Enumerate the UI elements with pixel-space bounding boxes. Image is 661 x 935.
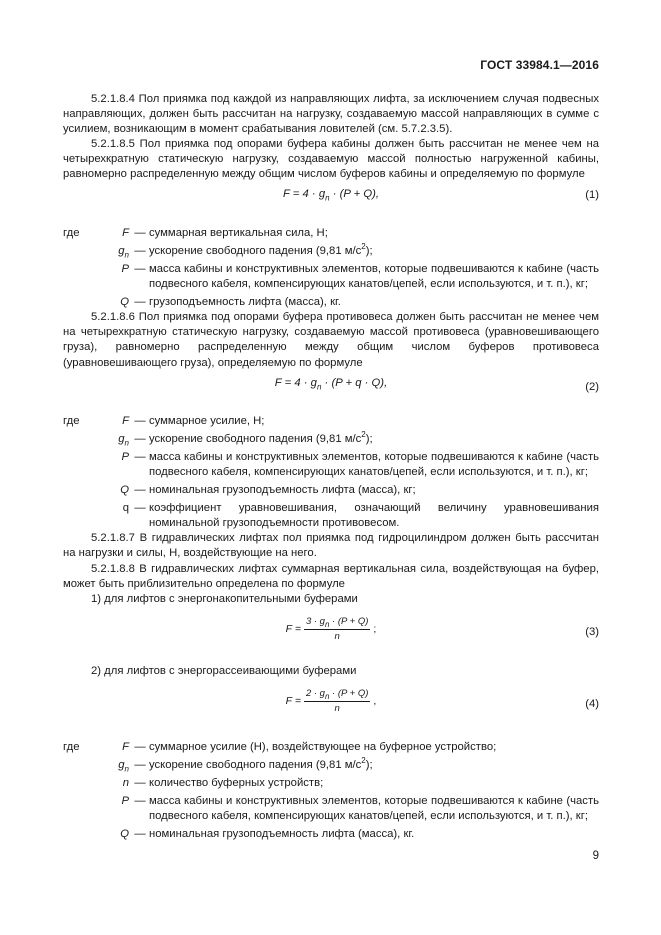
paragraph-5-2-1-8-5: 5.2.1.8.5 Пол приямка под опорами буфера кабины должен быть рассчитан не менее чем на четырехкратную статическую нагрузку, создаваемую массой полностью нагруженной кабины, равномерно распределенную между общим числом буферов кабины и определяемую по формуле [63, 138, 599, 181]
definition-q: q — коэффициент уравновешивания, означающий величину уравновешивания номинальной грузоподъемности противовесом. [122, 502, 599, 529]
definition-Q: Q — грузоподъемность лифта (масса), кг. [120, 296, 341, 308]
formula-2: $F = 4 \cdot g_n \cdot (P + q \cdot Q)$, [274, 377, 388, 392]
definition-g: $g_n$ — ускорение свободного падения (9,81 $м/с^2$); [118, 430, 373, 448]
formula-4: F = $\frac{2 \cdot g_n \cdot (P + Q)}{n}$ , [285, 688, 377, 714]
where-label: где [63, 741, 80, 753]
definition-F: где F — суммарное усилие (Н), воздействующее на буферное устройство; [63, 741, 497, 753]
definition-Q: Q — номинальная грузоподъемность лифта (масса), кг. [120, 828, 415, 840]
definition-g: $g_n$ — ускорение свободного падения (9,81 $м/с^2$); [118, 756, 373, 774]
definition-n: n — количество буферных устройств; [122, 777, 324, 789]
case-2-label: 2) для лифтов с энергорассеивающими буферами [91, 665, 357, 677]
formula-1: $F = 4 \cdot g_n \cdot (P + Q)$, [282, 188, 380, 203]
definition-Q: Q — номинальная грузоподъемность лифта (масса), кг; [120, 484, 416, 496]
equation-number-1: (1) [585, 189, 599, 201]
definition-P: P — масса кабины и конструктивных элементов, которые подвешиваются к кабине (часть подвесного кабеля, компенсирующих канатов/цепей, если используются, и т. п.), кг; [121, 795, 599, 822]
definitions-list-2 [63, 414, 599, 534]
definition-P: P — масса кабины и конструктивных элементов, которые подвешиваются к кабине (часть подвесного кабеля, компенсирующих канатов/цепей, если используются, и т. п.), кг; [121, 451, 599, 478]
paragraph-5-2-1-8-7: 5.2.1.8.7 В гидравлических лифтах пол приямка под гидроцилиндром должен быть рассчитан на нагрузки и силы, Н, воздействующие на него. [63, 532, 599, 560]
equation-number-2: (2) [585, 381, 599, 393]
case-1-label: 1) для лифтов с энергонакопительными буферами [91, 593, 358, 605]
equation-number-4: (4) [585, 698, 599, 710]
definition-P: P — масса кабины и конструктивных элементов, которые подвешиваются к кабине (часть подвесного кабеля, компенсирующих канатов/цепей, если используются, и т. п.), кг; [121, 263, 599, 290]
page-number: 9 [592, 850, 599, 862]
definitions-list-3 [63, 740, 599, 845]
standard-header: ГОСТ 33984.1—2016 [480, 58, 599, 72]
definition-F: где F — суммарное усилие, Н; [63, 415, 265, 427]
definition-g: $g_n$ — ускорение свободного падения (9,81 $м/с^2$); [118, 242, 373, 260]
paragraph-5-2-1-8-6: 5.2.1.8.6 Пол приямка под опорами буфера противовеса должен быть рассчитан не менее чем на четырехкратную статическую нагрузку, создаваемую массой противовеса (уравновешивающего груза), равномерно распределенную между общим числом буферов противовеса (уравновешивающего груза), определяемую по формуле [63, 311, 599, 369]
where-label: где [63, 227, 80, 239]
definitions-list-1 [63, 226, 599, 313]
paragraph-5-2-1-8-4: 5.2.1.8.4 Пол приямка под каждой из направляющих лифта, за исключением случая подвесных направляющих, должен быть рассчитан на нагрузку, создаваемую массой направляющих в сумме с усилием, возникающим в момент срабатывания ловителей (см. 5.7.2.3.5). [63, 93, 599, 136]
definition-F: где F — суммарная вертикальная сила, Н; [63, 227, 328, 239]
paragraph-5-2-1-8-8: 5.2.1.8.8 В гидравлических лифтах суммарная вертикальная сила, воздействующая на буфер, может быть приблизительно определена по формуле [63, 563, 599, 591]
equation-number-3: (3) [585, 626, 599, 638]
formula-3: F = $\frac{3 \cdot g_n \cdot (P + Q)}{n}$ ; [285, 616, 377, 642]
where-label: где [63, 415, 80, 427]
